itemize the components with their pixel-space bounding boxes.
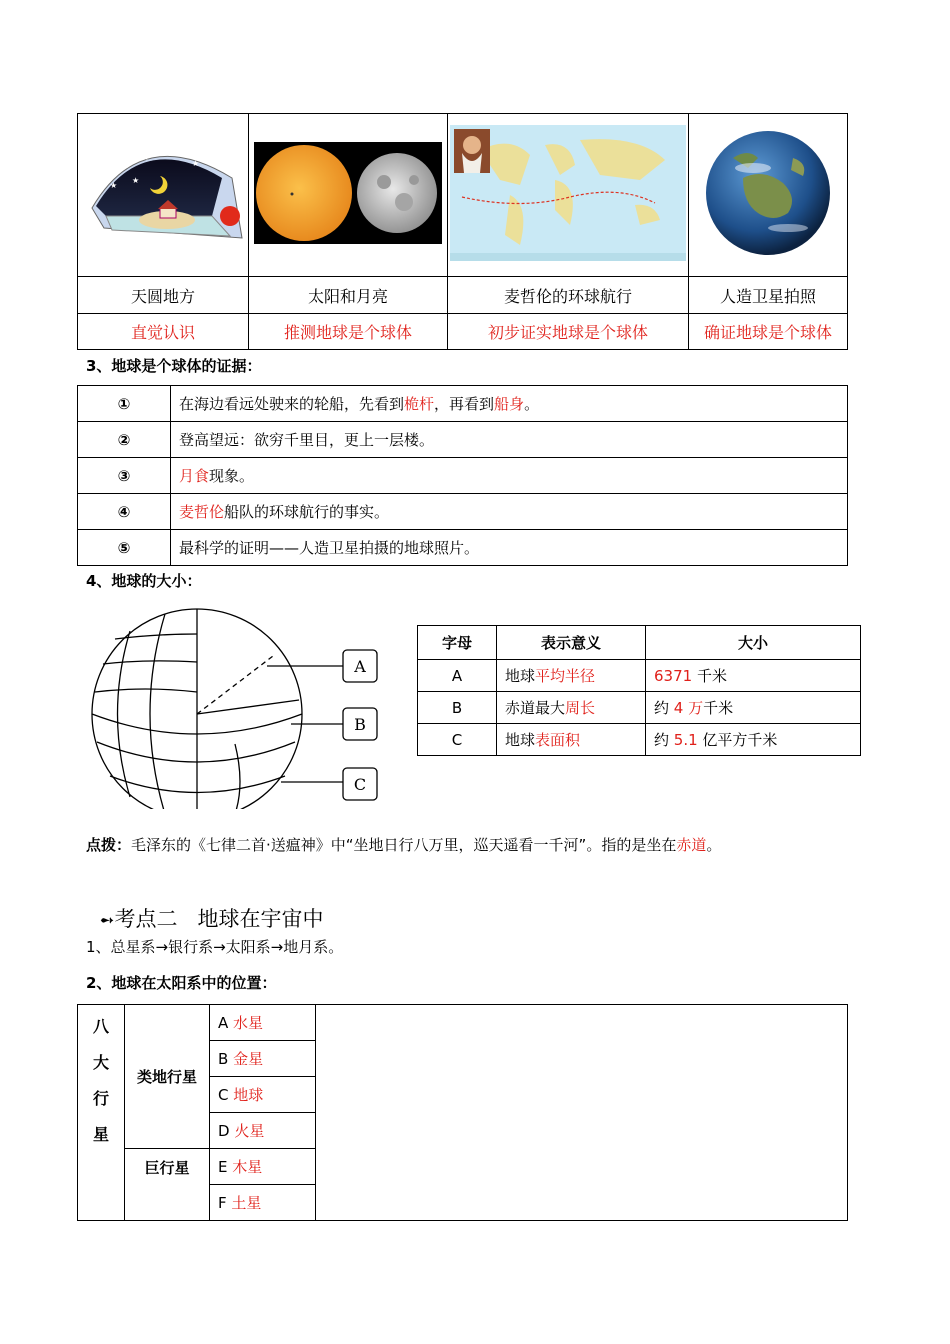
galaxy-hierarchy-line: 1、总星系→银行系→太阳系→地月系。 [86,938,344,956]
planet-cell: E 木星 [210,1149,316,1185]
caption-sun-moon: 太阳和月亮 [249,277,448,314]
svg-text:★: ★ [132,176,140,185]
diagram-label-c: C [353,775,367,794]
evidence-row [78,422,848,458]
globe-diagram [85,604,385,809]
terrestrial-planets-label: 类地行星 [125,1005,210,1149]
evidence-row [78,530,848,566]
svg-text:★: ★ [142,153,150,162]
evidence-num: ⑤ [78,530,171,566]
conclusion-intuition: 直觉认识 [78,314,249,350]
table-row: B 赤道最大周长 约 4 万千米 [418,692,861,724]
earth-size-table [417,625,861,756]
giant-planets-label: 巨行星 [125,1149,210,1221]
svg-text:★: ★ [192,159,200,168]
evidence-row [78,458,848,494]
eight-planets-label: 八 大 行 星 [78,1005,125,1221]
planet-cell: B 金星 [210,1041,316,1077]
conclusion-prelim-proof: 初步证实地球是个球体 [448,314,689,350]
evidence-row [78,494,848,530]
section4-heading: 4、地球的大小： [86,572,202,590]
evidence-num: ① [78,386,171,422]
conclusion-infer-sphere: 推测地球是个球体 [249,314,448,350]
caption-heaven-round-earth-square: 天圆地方 [78,277,249,314]
evidence-num: ④ [78,494,171,530]
diagram-label-b: B [354,715,366,734]
planet-cell: D 火星 [210,1113,316,1149]
col-header-meaning: 表示意义 [497,626,646,660]
evidence-table [77,385,848,566]
diagram-label-a: A [354,657,366,676]
col-header-letter: 字母 [418,626,497,660]
svg-text:★: ★ [167,149,176,159]
caption-satellite: 人造卫星拍照 [689,277,848,314]
planet-cell: C 地球 [210,1077,316,1113]
section3-heading: 3、地球是个球体的证据： [86,357,262,375]
position-heading: 2、地球在太阳系中的位置： [86,974,277,992]
sun-moon-image [249,114,448,277]
earth-photo-image [689,114,848,277]
planet-cell: A 水星 [210,1005,316,1041]
section-title: ➻考点二 地球在宇宙中 [99,907,324,931]
evidence-row [78,386,848,422]
arrow-icon: ➻ [99,910,115,931]
svg-text:★: ★ [110,181,118,190]
planet-cell: F 土星 [210,1185,316,1221]
models-table [77,113,848,350]
table-row: A 地球平均半径 6371 千米 [418,660,861,692]
evidence-text: 在海边看远处驶来的轮船，先看到桅杆，再看到船身。 [171,386,848,422]
evidence-num: ③ [78,458,171,494]
col-header-size: 大小 [646,626,861,660]
tip-paragraph: 点拨：毛泽东的《七律二首·送瘟神》中“坐地日行八万里，巡天遥看一千河”。指的是坐在赤道。 [86,836,722,854]
evidence-num: ② [78,422,171,458]
caption-magellan: 麦哲伦的环球航行 [448,277,689,314]
conclusion-confirmed: 确证地球是个球体 [689,314,848,350]
blank-area [316,1005,848,1221]
sky-dome-image [78,114,249,277]
evidence-text: 登高望远：欲穷千里目，更上一层楼。 [171,422,848,458]
svg-text:★: ★ [122,161,131,171]
evidence-text: 最科学的证明——人造卫星拍摄的地球照片。 [171,530,848,566]
planets-table [77,1004,848,1221]
evidence-text: 月食现象。 [171,458,848,494]
evidence-text: 麦哲伦船队的环球航行的事实。 [171,494,848,530]
magellan-map-image [448,114,689,277]
table-row: C 地球表面积 约 5.1 亿平方千米 [418,724,861,756]
